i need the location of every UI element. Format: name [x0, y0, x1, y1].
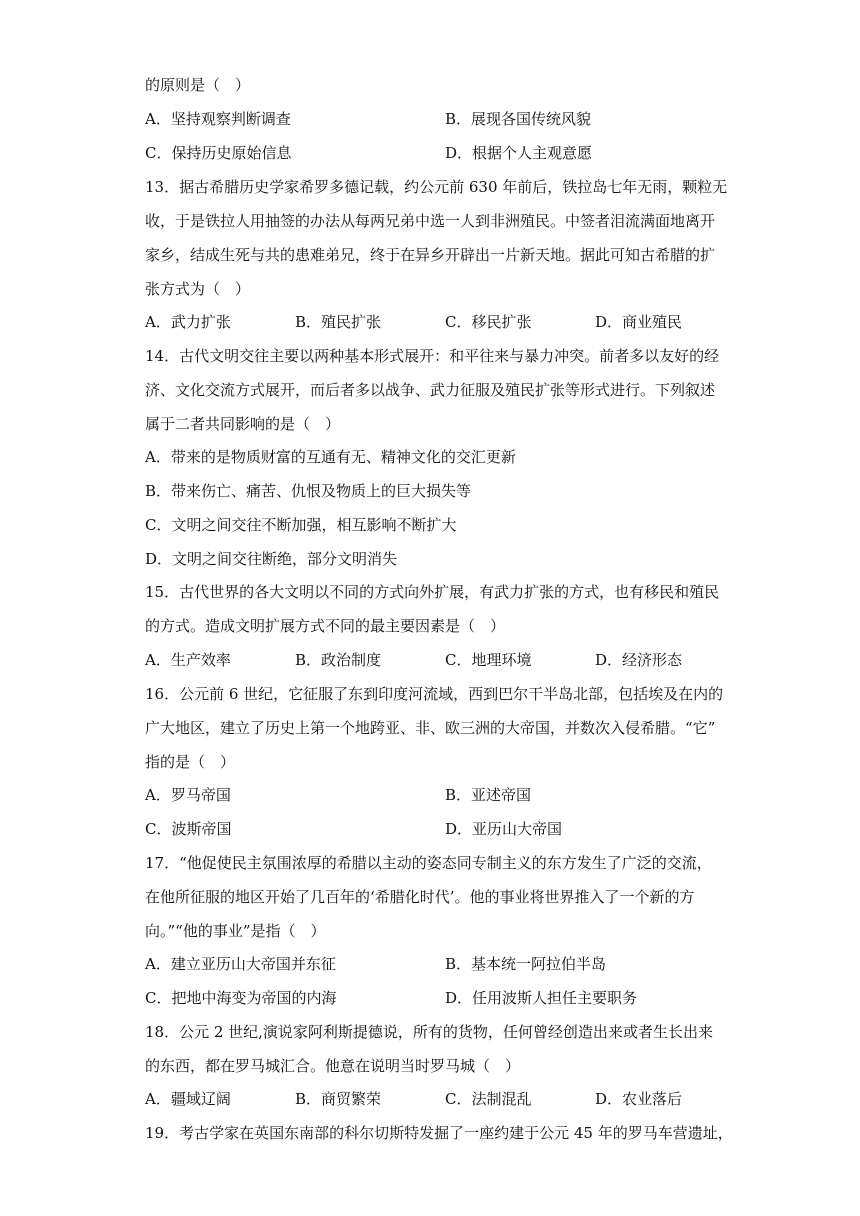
question-text-line: 向。”“他的事业”是指（ ）: [145, 922, 326, 940]
option-a: A．武力扩张: [145, 313, 231, 331]
option-b: B．展现各国传统风貌: [445, 110, 592, 128]
option-a: A．坚持观察判断调查: [145, 110, 291, 128]
question-text-line: 属于二者共同影响的是（ ）: [145, 415, 341, 433]
option-a: A．带来的是物质财富的互通有无、精神文化的交汇更新: [145, 448, 516, 466]
option-c: C．文明之间交往不断加强，相互影响不断扩大: [145, 516, 457, 534]
question-text-line: 广大地区，建立了历史上第一个地跨亚、非、欧三洲的大帝国，并数次入侵希腊。“它”: [145, 719, 716, 737]
question-text-line: 济、文化交流方式展开，而后者多以战争、武力征服及殖民扩张等形式进行。下列叙述: [145, 381, 716, 399]
option-a: A．生产效率: [145, 651, 231, 669]
option-b: B．基本统一阿拉伯半岛: [445, 955, 607, 973]
question-text-line: 家乡，结成生死与共的患难弟兄，终于在异乡开辟出一片新天地。据此可知古希腊的扩: [145, 246, 716, 264]
question-text-line: 17．“他促使民主氛围浓厚的希腊以主动的姿态同专制主义的东方发生了广泛的交流，: [145, 854, 712, 872]
option-c: C．保持历史原始信息: [145, 144, 292, 162]
option-a: A．建立亚历山大帝国并东征: [145, 955, 336, 973]
option-a: A．疆域辽阔: [145, 1090, 231, 1108]
question-text-line: 收，于是铁拉人用抽签的办法从每两兄弟中选一人到非洲殖民。中签者泪流满面地离开: [145, 212, 716, 230]
question-text-line: 在他所征服的地区开始了几百年的‘希腊化时代’。他的事业将世界推入了一个新的方: [145, 888, 695, 906]
option-b: B．亚述帝国: [445, 786, 532, 804]
option-b: B．带来伤亡、痛苦、仇恨及物质上的巨大损失等: [145, 482, 472, 500]
option-c: C．地理环境: [445, 651, 532, 669]
question-text-line: 的东西，都在罗马城汇合。他意在说明当时罗马城（ ）: [145, 1057, 521, 1075]
option-c: C．法制混乱: [445, 1090, 532, 1108]
question-text-line: 的原则是（ ）: [145, 76, 251, 94]
question-text-line: 19．考古学家在英国东南部的科尔切斯特发掘了一座约建于公元 45 年的罗马车营遗址，: [145, 1124, 733, 1142]
question-text-line: 18．公元 2 世纪,演说家阿利斯提德说，所有的货物，任何曾经创造出来或者生长出来: [145, 1023, 713, 1041]
option-d: D．任用波斯人担任主要职务: [445, 989, 638, 1007]
option-c: C．移民扩张: [445, 313, 532, 331]
option-b: B．殖民扩张: [295, 313, 382, 331]
option-d: D．商业殖民: [595, 313, 683, 331]
question-text-line: 13．据古希腊历史学家希罗多德记载，约公元前 630 年前后，铁拉岛七年无雨，颗粒无: [145, 178, 728, 196]
option-b: B．商贸繁荣: [295, 1090, 382, 1108]
question-text-line: 指的是（ ）: [145, 753, 236, 771]
option-d: D．根据个人主观意愿: [445, 144, 593, 162]
question-text-line: 的方式。造成文明扩展方式不同的最主要因素是（ ）: [145, 617, 506, 635]
option-d: D．文明之间交往断绝，部分文明消失: [145, 550, 398, 568]
option-a: A．罗马帝国: [145, 786, 231, 804]
question-text-line: 14．古代文明交往主要以两种基本形式展开：和平往来与暴力冲突。前者多以友好的经: [145, 347, 720, 365]
option-d: D．农业落后: [595, 1090, 683, 1108]
option-c: C．波斯帝国: [145, 820, 232, 838]
option-d: D．经济形态: [595, 651, 683, 669]
option-b: B．政治制度: [295, 651, 382, 669]
option-d: D．亚历山大帝国: [445, 820, 563, 838]
option-c: C．把地中海变为帝国的内海: [145, 989, 337, 1007]
question-text-line: 16．公元前 6 世纪，它征服了东到印度河流域，西到巴尔干半岛北部，包括埃及在内的: [145, 685, 724, 703]
question-text-line: 15．古代世界的各大文明以不同的方式向外扩展，有武力扩张的方式，也有移民和殖民: [145, 583, 720, 601]
question-text-line: 张方式为（ ）: [145, 280, 251, 298]
